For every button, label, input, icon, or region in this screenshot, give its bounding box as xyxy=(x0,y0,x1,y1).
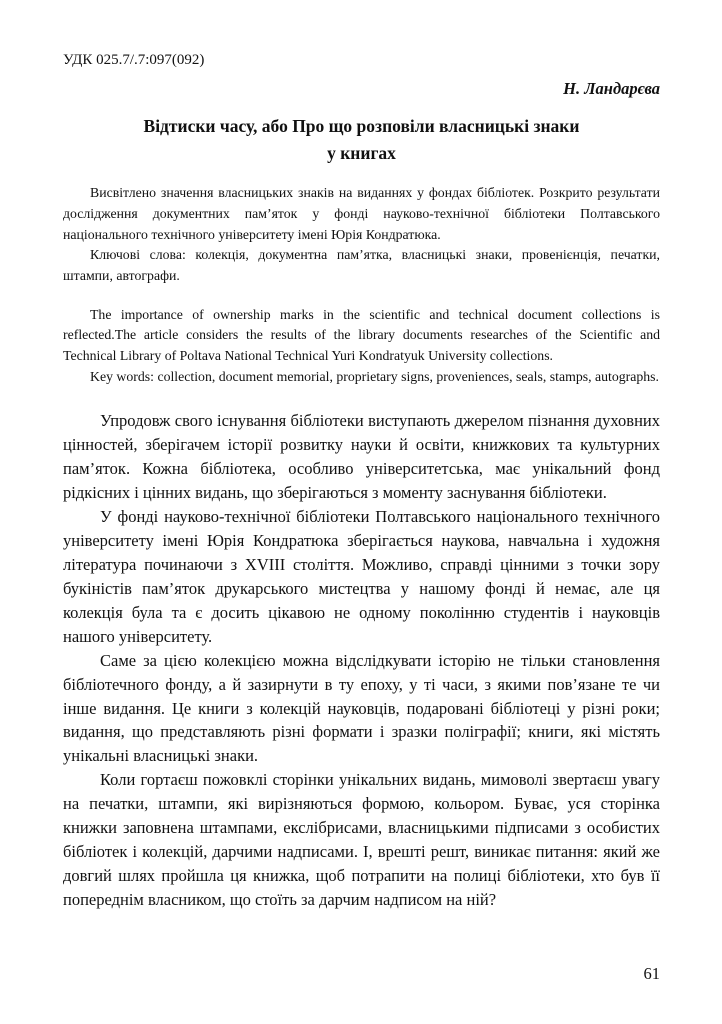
paragraph: Саме за цією колекцією можна відслідкувати історію не тільки становлення бібліотечного фонду, а й зазирнути в ту епоху, у ті часи, з якими пов’язане те чи інше видання. Це книги з колекцій науковців, подаровані бібліотеці у різні роки; видання, що представляють різні формати і зразки поліграфії; книги, які містять унікальні власницькі знаки. xyxy=(63,650,660,766)
keywords-english: Key words: collection, document memorial, proprietary signs, proveniences, seals, stamps, autographs. xyxy=(90,368,659,384)
abstract-ukrainian xyxy=(63,183,660,286)
page-number: 61 xyxy=(643,964,660,983)
author-name: Н. Ландарєва xyxy=(563,79,660,98)
keywords-ukrainian: Ключові слова: колекція, документна пам’ятка, власницькі знаки, провенієнція, печатки, штампи, автографи. xyxy=(63,247,660,283)
article-body xyxy=(63,409,660,911)
udc-code: УДК 025.7/.7:097(092) xyxy=(63,52,205,68)
article-title-line2: у книгах xyxy=(327,143,396,164)
article-title-line1: Відтиски часу, або Про що розповіли власницькі знаки xyxy=(143,116,580,136)
paragraph: У фонді науково-технічної бібліотеки Полтавського національного технічного університету імені Юрія Кондратюка зберігається наукова, навчальна і художня література починаючи з XVIII століття. Можливо, справді цінними з точки зору букіністів пам’яток друкарського мистецтва у нашому фонді й немає, але ця колекція була та є досить цікавою не одному поколінню студентів і науковців нашого університету. xyxy=(63,507,660,646)
paragraph: Упродовж свого існування бібліотеки виступають джерелом пізнання духовних цінностей, зберігачем історії розвитку науки й освіти, книжкових та культурних пам’яток. Кожна бібліотека, особливо університетська, має унікальний фонд рідкісних і цінних видань, що зберігаються з моменту заснування бібліотеки. xyxy=(63,411,660,503)
abstract-ukrainian-text: Висвітлено значення власницьких знаків на виданнях у фондах бібліотек. Розкрито результати дослідження документних пам’яток у фонді науково-технічної бібліотеки Полтавського національного технічного університету імені Юрія Кондратюка. xyxy=(63,185,660,242)
paragraph: Коли гортаєш пожовклі сторінки унікальних видань, мимоволі звертаєш увагу на печатки, штампи, які вирізняються формою, кольором. Буває, уся сторінка книжки заповнена штампами, екслібрисами, власницькими підписами з особистих бібліотек і колекцій, дарчими надписами. І, врешті решт, виникає питання: який же довгий шлях пройшла ця книжка, щоб потрапити на полиці бібліотеки, хто був її попереднім власником, що стоїть за дарчим надписом на ній? xyxy=(63,770,660,909)
article-title xyxy=(63,113,660,167)
abstract-english xyxy=(63,305,660,388)
abstract-english-text: The importance of ownership marks in the scientific and technical document collections is reflected.The article considers the results of the library documents researches of the Scientific and Technical Library of Poltava National Technical Yuri Kondratyuk University collections. xyxy=(63,306,660,364)
